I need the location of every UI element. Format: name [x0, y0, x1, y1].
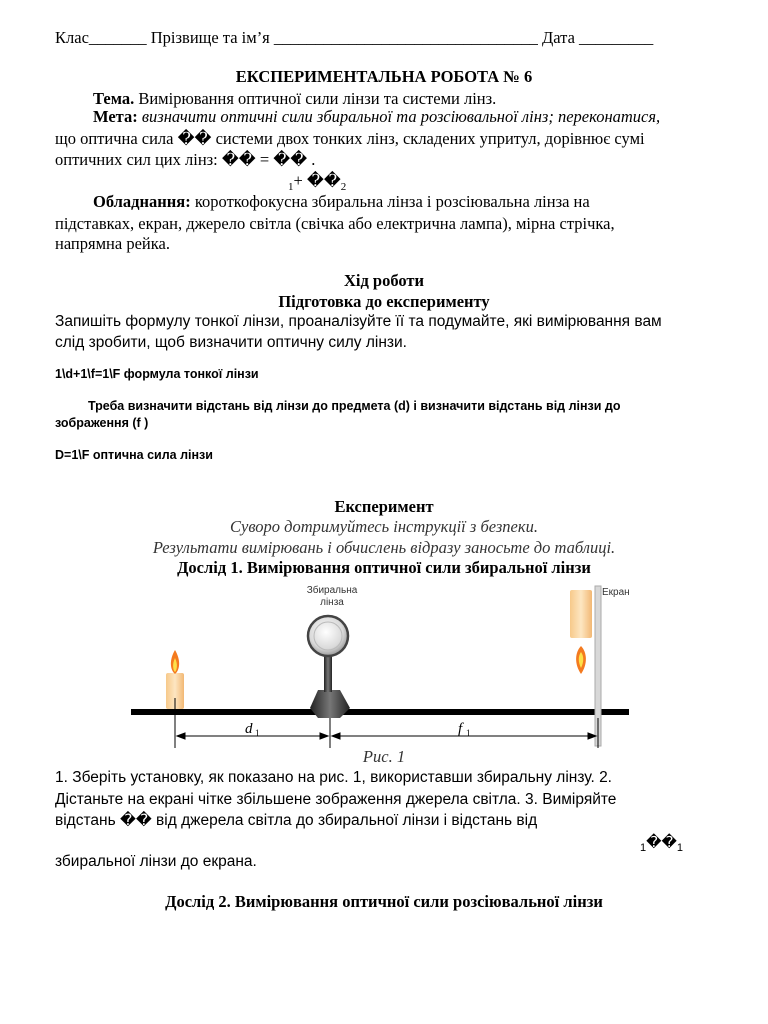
- answer-measure-1: Треба визначити відстань від лінзи до предмета (d) і визначити відстань від лінзи до: [88, 399, 621, 413]
- results-note: Результати вимірювань і обчислень відразу заносьте до таблиці.: [152, 538, 616, 557]
- steps-line-1: 1. Зберіть установку, як показано на рис. 1, використавши збиральну лінзу. 2.: [55, 769, 612, 786]
- experiment-2-title: Дослід 2. Вимірювання оптичної сили розсіювальної лінзи: [165, 892, 603, 911]
- equipment-label: Обладнання:: [93, 192, 191, 211]
- meta-sub-1: 1: [288, 181, 294, 193]
- answer-measure-2: зображення (f ): [55, 416, 149, 430]
- meta-line-1: [55, 106, 713, 128]
- meta-line-2: що оптична сила �� системи двох тонких лінз, складених упритул, дорівнює сумі: [55, 129, 645, 148]
- d-subscript: 1: [255, 728, 260, 738]
- floating-sub-b: 1: [676, 842, 684, 854]
- experiment-heading: Експеримент: [334, 497, 434, 516]
- equipment-line-1: [55, 191, 713, 213]
- procedure-heading: Хід роботи: [343, 271, 425, 290]
- f-label: f: [458, 721, 463, 737]
- procedure-line-1: Запишіть формулу тонкої лінзи, проаналізуйте її та подумайте, які вимірювання вам: [55, 313, 662, 330]
- meta-sub-text: + ��: [293, 171, 341, 190]
- lens-label-2: лінза: [320, 597, 344, 608]
- lens-label-1: Збиральна: [306, 585, 358, 596]
- page-title: ЕКСПЕРИМЕНТАЛЬНА РОБОТА № 6: [235, 67, 533, 86]
- preparation-subheading: Підготовка до експерименту: [278, 292, 490, 311]
- tema-text: Вимірювання оптичної сили лінзи та системи лінз.: [134, 89, 497, 108]
- setup-figure: [0, 578, 768, 748]
- steps-line-3: відстань �� від джерела світла до збиральної лінзи і відстань від: [55, 812, 538, 829]
- answer-power: D=1\F оптична сила лінзи: [55, 448, 213, 462]
- equipment-line-3: напрямна рейка.: [55, 234, 170, 253]
- meta-text-1: визначити оптичні сили збиральної та розсіювальної лінз; переконатися,: [137, 107, 661, 126]
- meta-line-3: оптичних сил цих лінз: �� = �� .: [55, 150, 316, 169]
- steps-line-4: збиральної лінзи до екрана.: [55, 853, 257, 870]
- floating-text: ��: [646, 834, 677, 851]
- figure-caption: Рис. 1: [362, 747, 406, 766]
- f-subscript: 1: [466, 728, 471, 738]
- equipment-text-1: короткофокусна збиральна лінза і розсіювальна лінза на: [190, 192, 590, 211]
- equipment-line-2: підставках, екран, джерело світла (свічка або електрична лампа), мірна стрічка,: [55, 214, 615, 233]
- procedure-line-2: слід зробити, щоб визначити оптичну силу лінзи.: [55, 334, 407, 351]
- meta-sub-2: 2: [340, 181, 347, 193]
- steps-line-2: Дістаньте на екрані чітке збільшене зображення джерела світла. 3. Виміряйте: [55, 791, 617, 808]
- answer-formula: 1\d+1\f=1\F формула тонкої лінзи: [55, 367, 259, 381]
- steps-floating-symbol: [640, 832, 683, 859]
- safety-note: Суворо дотримуйтесь інструкції з безпеки.: [230, 517, 538, 536]
- meta-label: Мета:: [93, 107, 138, 126]
- dimension-lines: [175, 698, 598, 748]
- header-line: Клас_______ Прізвище та ім’я ________________________________ Дата _________: [55, 28, 654, 47]
- d-label: d: [245, 721, 253, 737]
- rail-bar: [131, 709, 629, 715]
- screen-label: Екран: [602, 587, 630, 598]
- lens-icon: [308, 616, 350, 718]
- tema-label: Тема.: [93, 89, 135, 108]
- floating-sub-a: 1: [640, 842, 647, 854]
- experiment-1-title: Дослід 1. Вимірювання оптичної сили збиральної лінзи: [177, 558, 591, 577]
- screen-icon: [570, 586, 601, 746]
